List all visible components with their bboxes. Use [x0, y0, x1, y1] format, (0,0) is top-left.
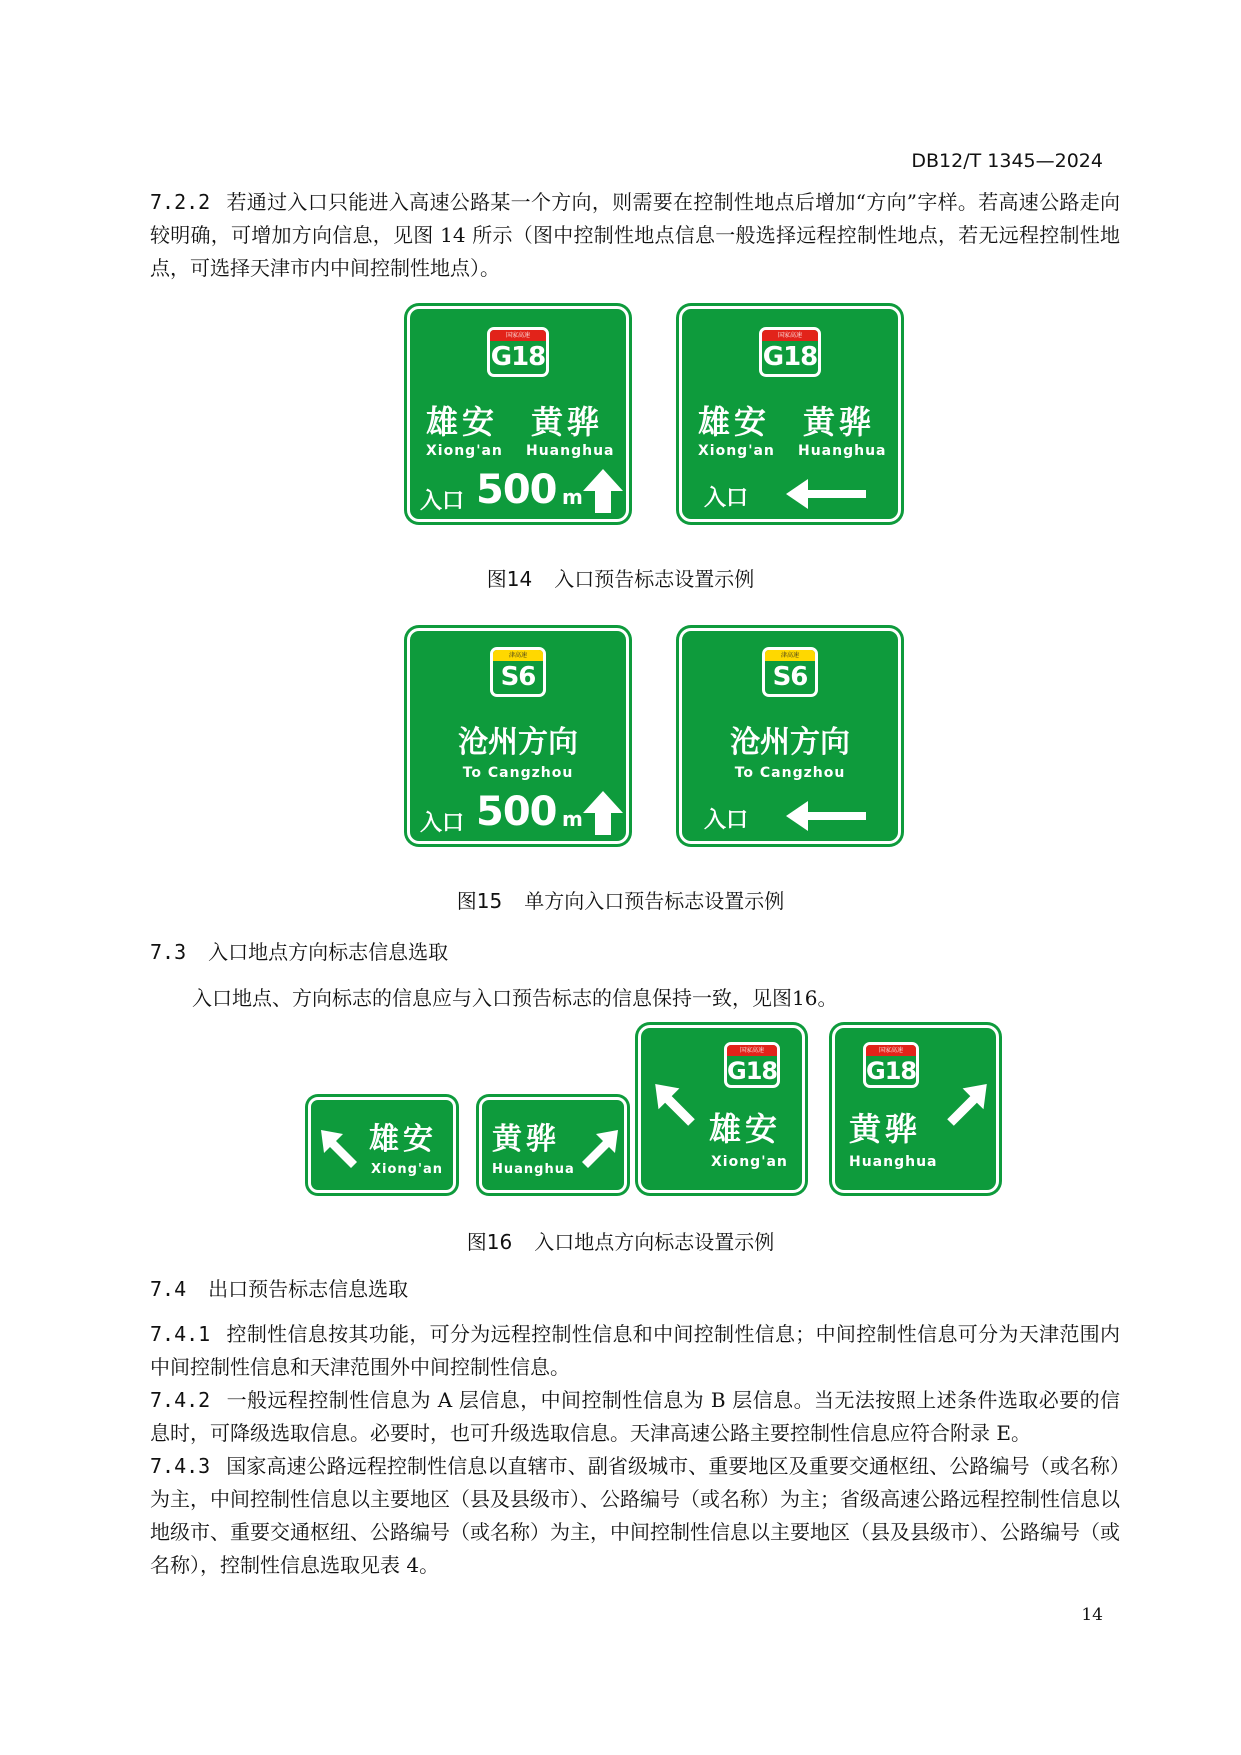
arrow-left-icon [786, 479, 866, 509]
arrow-up-left-icon [321, 1130, 357, 1170]
clause-text: 控制性信息按其功能，可分为远程控制性信息和中间控制性信息；中间控制性信息可分为天津范围内中间控制性信息和天津范围外中间控制性信息。 [150, 1322, 1120, 1379]
shield-label: 津高速 [765, 650, 815, 661]
figure-number: 图14 [486, 567, 533, 591]
arrow-up-icon [583, 469, 623, 513]
dest-en-xiongan: Xiong'an [698, 443, 775, 459]
route-shield-s6 [490, 647, 546, 697]
clause-number: 7.4.1 [150, 1322, 211, 1346]
document-code: DB12/T 1345—2024 [911, 150, 1103, 172]
distance-unit: m [562, 807, 583, 831]
arrow-up-left-icon [655, 1084, 695, 1128]
sign-s6-entrance-left [679, 628, 901, 844]
route-code: G18 [866, 1057, 917, 1085]
page-number: 14 [1081, 1605, 1103, 1625]
sign-s6-entrance-500m [407, 628, 629, 844]
route-shield-g18 [724, 1042, 780, 1088]
clause-number: 7.4.2 [150, 1388, 211, 1412]
heading-number: 7.4 [150, 1277, 187, 1301]
shield-label: 津高速 [493, 650, 543, 661]
dest-en-cangzhou: To Cangzhou [462, 765, 574, 781]
figure-title: 入口地点方向标志设置示例 [534, 1230, 775, 1254]
clause-text: 若通过入口只能进入高速公路某一个方向，则需要在控制性地点后增加“方向”字样。若高速公路走向较明确，可增加方向信息，见图 14 所示（图中控制性地点信息一般选择远程控制性地点，若无远程控制性地点，可选择天津市内中间控制性地点）。 [150, 190, 1120, 280]
dest-cn-huanghua: 黄骅 [803, 403, 876, 441]
route-shield-g18 [487, 327, 549, 377]
shield-label: 国家高速 [490, 330, 546, 341]
arrow-up-right-icon [582, 1130, 618, 1170]
sign-g18-huanghua-right [832, 1025, 999, 1193]
dest-cn-xiongan: 雄安 [709, 1110, 782, 1148]
dest-en-huanghua: Huanghua [526, 443, 615, 459]
dest-cn-xiongan: 雄安 [698, 403, 771, 441]
dest-cn-huanghua: 黄骅 [849, 1110, 922, 1148]
sign-g18-entrance-500m [407, 306, 629, 522]
route-shield-s6 [762, 647, 818, 697]
dest-cn-huanghua: 黄骅 [492, 1122, 560, 1157]
dest-en-xiongan: Xiong'an [711, 1154, 788, 1170]
route-code: G18 [490, 342, 546, 372]
paragraph-7-4-1 [150, 1318, 1120, 1384]
entrance-label: 入口 [704, 486, 749, 511]
sign-xiongan-left [308, 1097, 456, 1193]
figure-15-caption [0, 885, 1241, 914]
route-code: S6 [500, 662, 536, 692]
paragraph-7-4-2 [150, 1384, 1120, 1450]
shield-label: 国家高速 [866, 1045, 916, 1056]
dest-cn-xiongan: 雄安 [369, 1122, 437, 1157]
heading-7-3 [150, 936, 448, 965]
figure-16-caption [0, 1226, 1241, 1255]
dest-en-xiongan: Xiong'an [371, 1162, 443, 1177]
figure-title: 入口预告标志设置示例 [554, 567, 755, 591]
heading-title: 出口预告标志信息选取 [208, 1277, 409, 1301]
arrow-left-icon [786, 801, 866, 831]
paragraph-7-4-3 [150, 1450, 1120, 1582]
clause-number: 7.2.2 [150, 190, 211, 214]
figure-number: 图15 [456, 889, 503, 913]
dest-cn-cangzhou: 沧州方向 [458, 725, 578, 760]
arrow-up-icon [583, 791, 623, 835]
route-code: G18 [762, 342, 818, 372]
arrow-up-right-icon [947, 1084, 987, 1128]
dest-cn-xiongan: 雄安 [426, 403, 499, 441]
dest-en-huanghua: Huanghua [798, 443, 887, 459]
dest-en-cangzhou: To Cangzhou [734, 765, 846, 781]
figure-title: 单方向入口预告标志设置示例 [524, 889, 785, 913]
dest-en-huanghua: Huanghua [849, 1154, 938, 1170]
dest-en-xiongan: Xiong'an [426, 443, 503, 459]
shield-label: 国家高速 [762, 330, 818, 341]
distance-unit: m [562, 485, 583, 509]
route-code: G18 [727, 1057, 778, 1085]
heading-number: 7.3 [150, 940, 187, 964]
figure-number: 图16 [466, 1230, 513, 1254]
sign-g18-entrance-left [679, 306, 901, 522]
sign-g18-xiongan-left [638, 1025, 805, 1193]
paragraph-7-2-2 [150, 186, 1120, 285]
paragraph-7-3: 入口地点、方向标志的信息应与入口预告标志的信息保持一致，见图16。 [192, 986, 838, 1010]
figure-14-caption [0, 563, 1241, 592]
sign-huanghua-right [479, 1097, 627, 1193]
shield-label: 国家高速 [727, 1045, 777, 1056]
entrance-label: 入口 [420, 489, 465, 514]
entrance-label: 入口 [420, 811, 465, 836]
dest-en-huanghua: Huanghua [492, 1162, 575, 1177]
heading-7-4 [150, 1273, 408, 1302]
dest-cn-huanghua: 黄骅 [531, 403, 604, 441]
distance-value: 500 [476, 789, 557, 835]
entrance-label: 入口 [704, 808, 749, 833]
route-code: S6 [772, 662, 808, 692]
clause-text: 国家高速公路远程控制性信息以直辖市、副省级城市、重要地区及重要交通枢纽、公路编号（或名称）为主，中间控制性信息以主要地区（县及县级市）、公路编号（或名称）为主；省级高速公路远程控制性信息以地级市、重要交通枢纽、公路编号（或名称）为主，中间控制性信息以主要地区（县及县级市）、公路编号（或名称），控制性信息选取见表 4。 [150, 1454, 1120, 1577]
dest-cn-cangzhou: 沧州方向 [730, 725, 850, 760]
route-shield-g18 [759, 327, 821, 377]
route-shield-g18 [863, 1042, 919, 1088]
clause-text: 一般远程控制性信息为 A 层信息，中间控制性信息为 B 层信息。当无法按照上述条件选取必要的信息时，可降级选取信息。必要时，也可升级选取信息。天津高速公路主要控制性信息应符合附录 E。 [150, 1388, 1120, 1445]
heading-title: 入口地点方向标志信息选取 [208, 940, 449, 964]
distance-value: 500 [476, 467, 557, 513]
clause-number: 7.4.3 [150, 1454, 211, 1478]
